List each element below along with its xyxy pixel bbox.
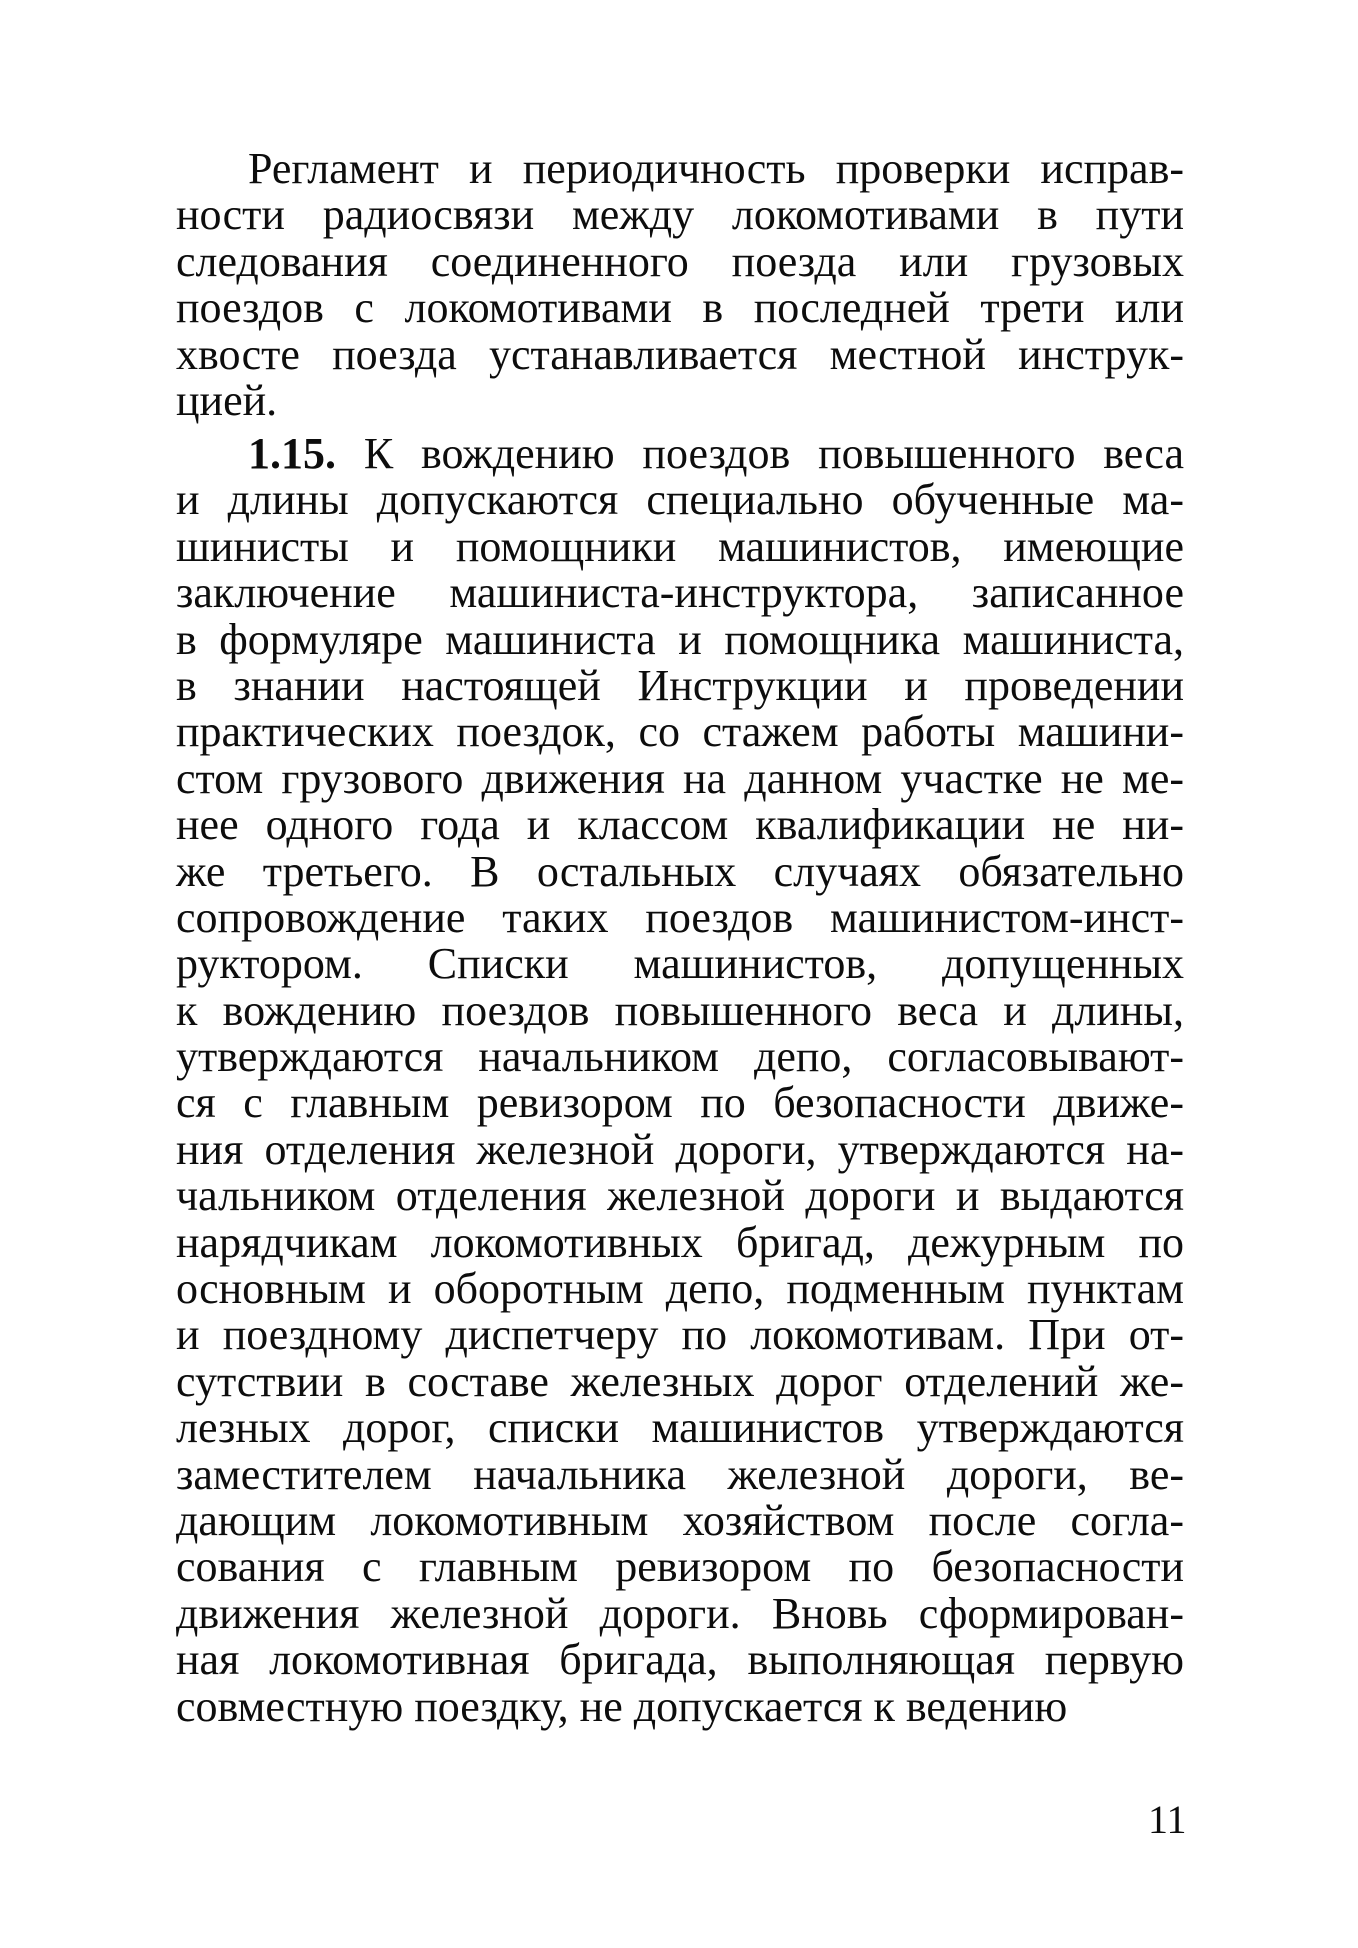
clause-number: 1.15.	[248, 429, 336, 478]
text-line: совместную поездку, не допускается к ведению	[176, 1681, 1068, 1731]
text-line: сования с главным ревизором по безопасности	[176, 1542, 1184, 1592]
text-line: руктором. Списки машинистов, допущенных	[176, 939, 1184, 989]
text-line: и длины допускаются специально обученные ма-	[176, 475, 1184, 525]
text-line: цией.	[176, 375, 278, 425]
text-line: ся с главным ревизором по безопасности движе-	[176, 1078, 1184, 1128]
text-line: практических поездок, со стажем работы машини-	[176, 707, 1184, 757]
text-line: же третьего. В остальных случаях обязательно	[176, 846, 1184, 896]
text-line: шинисты и помощники машинистов, имеющие	[176, 521, 1184, 571]
text-line: поездов с локомотивами в последней трети или	[176, 283, 1184, 333]
text-line	[176, 431, 1184, 477]
paragraph-regulation	[176, 146, 1184, 424]
text-line: нее одного года и классом квалификации не ни-	[176, 800, 1184, 850]
text-line: и поездному диспетчеру по локомотивам. При от-	[176, 1310, 1184, 1360]
paragraph-clause-1-15	[176, 431, 1184, 1730]
text-line: в формуляре машиниста и помощника машиниста,	[176, 614, 1184, 664]
text-line: хвосте поезда устанавливается местной инструк-	[176, 329, 1184, 379]
text-line: сопровождение таких поездов машинистом-инст-	[176, 892, 1184, 942]
text-line: следования соединенного поезда или грузовых	[176, 236, 1184, 286]
clause-first-line-text: К вождению поездов повышенного веса	[363, 429, 1185, 478]
text-line: движения железной дороги. Вновь сформирован-	[176, 1588, 1184, 1638]
text-line: сутствии в составе железных дорог отделений же-	[176, 1356, 1184, 1406]
text-line: стом грузового движения на данном участке не ме-	[176, 753, 1184, 803]
text-line: основным и оборотным депо, подменным пунктам	[176, 1264, 1184, 1314]
text-line: ная локомотивная бригада, выполняющая первую	[176, 1635, 1184, 1685]
text-line: к вождению поездов повышенного веса и длины,	[176, 985, 1184, 1035]
page-number: 11	[1148, 1797, 1187, 1842]
text-line: нарядчикам локомотивных бригад, дежурным по	[176, 1217, 1184, 1267]
text-line: Регламент и периодичность проверки исправ-	[248, 144, 1184, 193]
text-line: заключение машиниста-инструктора, записанное	[176, 568, 1184, 618]
text-line: в знании настоящей Инструкции и проведении	[176, 660, 1184, 710]
text-line: ния отделения железной дороги, утверждаются на-	[176, 1124, 1184, 1174]
text-line: ности радиосвязи между локомотивами в пути	[176, 190, 1184, 240]
text-line: утверждаются начальником депо, согласовывают-	[176, 1032, 1184, 1082]
text-line: чальником отделения железной дороги и выдаются	[176, 1171, 1184, 1221]
text-line: лезных дорог, списки машинистов утверждаются	[176, 1403, 1184, 1453]
text-line: заместителем начальника железной дороги, ве-	[176, 1449, 1184, 1499]
text-line: дающим локомотивным хозяйством после согла-	[176, 1495, 1184, 1545]
